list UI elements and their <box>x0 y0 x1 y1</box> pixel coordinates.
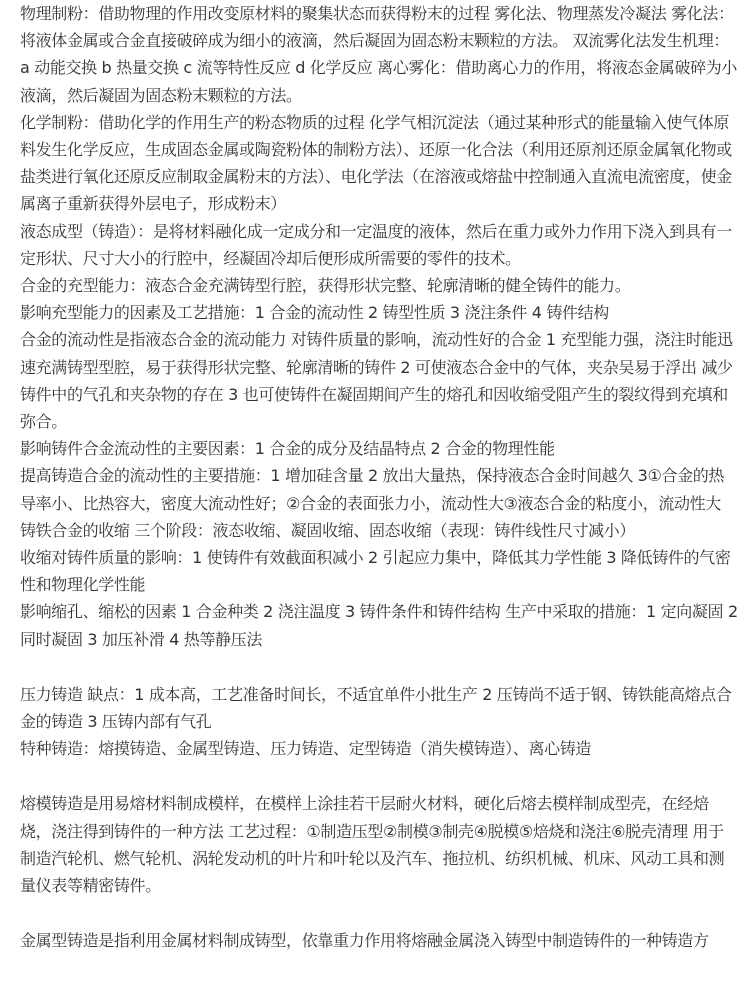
paragraph-fluidity-measures: 提高铸造合金的流动性的主要措施：1 增加硅含量 2 放出大量热，保持液态合金时间越久 3①合金的热导率小、比热容大，密度大流动性好；②合金的表面张力小，流动性大③液态合金的粘度小，流动性大 <box>20 466 725 513</box>
blank-line <box>20 653 738 681</box>
paragraph-shrinkage-stages: 铸铁合金的收缩 三个阶段：液态收缩、凝固收缩、固态收缩（表现：铸件线性尺寸减小） <box>20 520 636 540</box>
paragraph-die-casting: 压力铸造 缺点：1 成本高，工艺准备时间长，不适宜单件小批生产 2 压铸尚不适于钢、铸铁能高熔点合金的铸造 3 压铸内部有气孔 <box>20 684 732 732</box>
paragraph-fluidity: 合金的流动性是指液态合金的流动能力 对铸件质量的影响，流动性好的合金 1 充型能力强，浇注时能迅速充满铸型型腔，易于获得形状完整、轮廓清晰的铸件 2 可使液态合金中的气体，夹杂吴易于浮出 减少铸件中的气孔和夹杂物的存在 3 也可使铸件在凝固期间产生的熔孔和因收缩受阻产生的裂纹得到充填和弥合。 <box>20 330 733 432</box>
paragraph-fluidity-factors: 影响铸件合金流动性的主要因素：1 合金的成分及结晶特点 2 合金的物理性能 <box>20 439 555 459</box>
paragraph-shrinkage-factors: 影响缩孔、缩松的因素 1 合金种类 2 浇注温度 3 铸件条件和铸件结构 生产中采取的措施：1 定向凝固 2 同时凝固 3 加压补滑 4 热等静压法 <box>20 602 738 649</box>
paragraph-filling-factors: 影响充型能力的因素及工艺措施：1 合金的流动性 2 铸型性质 3 浇注条件 4 铸件结构 <box>20 303 609 323</box>
document-page <box>20 0 738 955</box>
paragraph-investment-casting: 熔模铸造是用易熔材料制成模样，在模样上涂挂若干层耐火材料，硬化后熔去模样制成型壳，在经焙烧，浇注得到铸件的一种方法 工艺过程：①制造压型②制模③制壳④脱模⑤焙烧和浇注⑥脱壳清理 用于制造汽轮机、燃气轮机、涡轮发动机的叶片和叶轮以及汽车、拖拉机、纺织机械、机床、风动工具和测量仪表等精密铸件。 <box>20 794 725 896</box>
paragraph-shrinkage-effects: 收缩对铸件质量的影响：1 使铸件有效截面积减小 2 引起应力集中，降低其力学性能 3 降低铸件的气密性和物理化学性能 <box>20 548 731 595</box>
paragraph-filling-ability: 合金的充型能力：液态合金充满铸型行腔，获得形状完整、轮廓清晰的健全铸件的能力。 <box>20 276 631 296</box>
paragraph-special-casting: 特种铸造：熔摸铸造、金属型铸造、压力铸造、定型铸造（消失模铸造）、离心铸造 <box>20 739 592 759</box>
paragraph-physical-powder: 物理制粉：借助物理的作用改变原材料的聚集状态而获得粉末的过程 雾化法、物理蒸发冷凝法 雾化法：将液体金属或合金直接破碎成为细小的液滴，然后凝固为固态粉末颗粒的方法。 双流雾化法发生机理：a 动能交换 b 热量交换 c 流等特性反应 d 化学反应 离心雾化：借助离心力的作用，将液态金属破碎为小液滴，然后凝固为固态粉末颗粒的方法。 <box>20 4 738 105</box>
paragraph-liquid-forming: 液态成型（铸造）：是将材料融化成一定成分和一定温度的液体，然后在重力或外力作用下浇入到具有一定形状、尺寸大小的行腔中，经凝固冷却后便形成所需要的零件的技术。 <box>20 221 732 268</box>
paragraph-chemical-powder: 化学制粉：借助化学的作用生产的粉态物质的过程 化学气相沉淀法（通过某种形式的能量输入使气体原料发生化学反应，生成固态金属或陶瓷粉体的制粉方法）、还原一化合法（利用还原剂还原金属氧化物或盐类进行氧化还原反应制取金属粉末的方法）、电化学法（在溶液或熔盐中控制通入直流电流密度，使金属离子重新获得外层电子，形成粉末） <box>20 112 732 214</box>
paragraph-metal-mold-casting: 金属型铸造是指利用金属材料制成铸型，依靠重力作用将熔融金属浇入铸型中制造铸件的一种铸造方 <box>20 931 709 951</box>
blank-line <box>20 762 738 790</box>
blank-line <box>20 899 738 927</box>
